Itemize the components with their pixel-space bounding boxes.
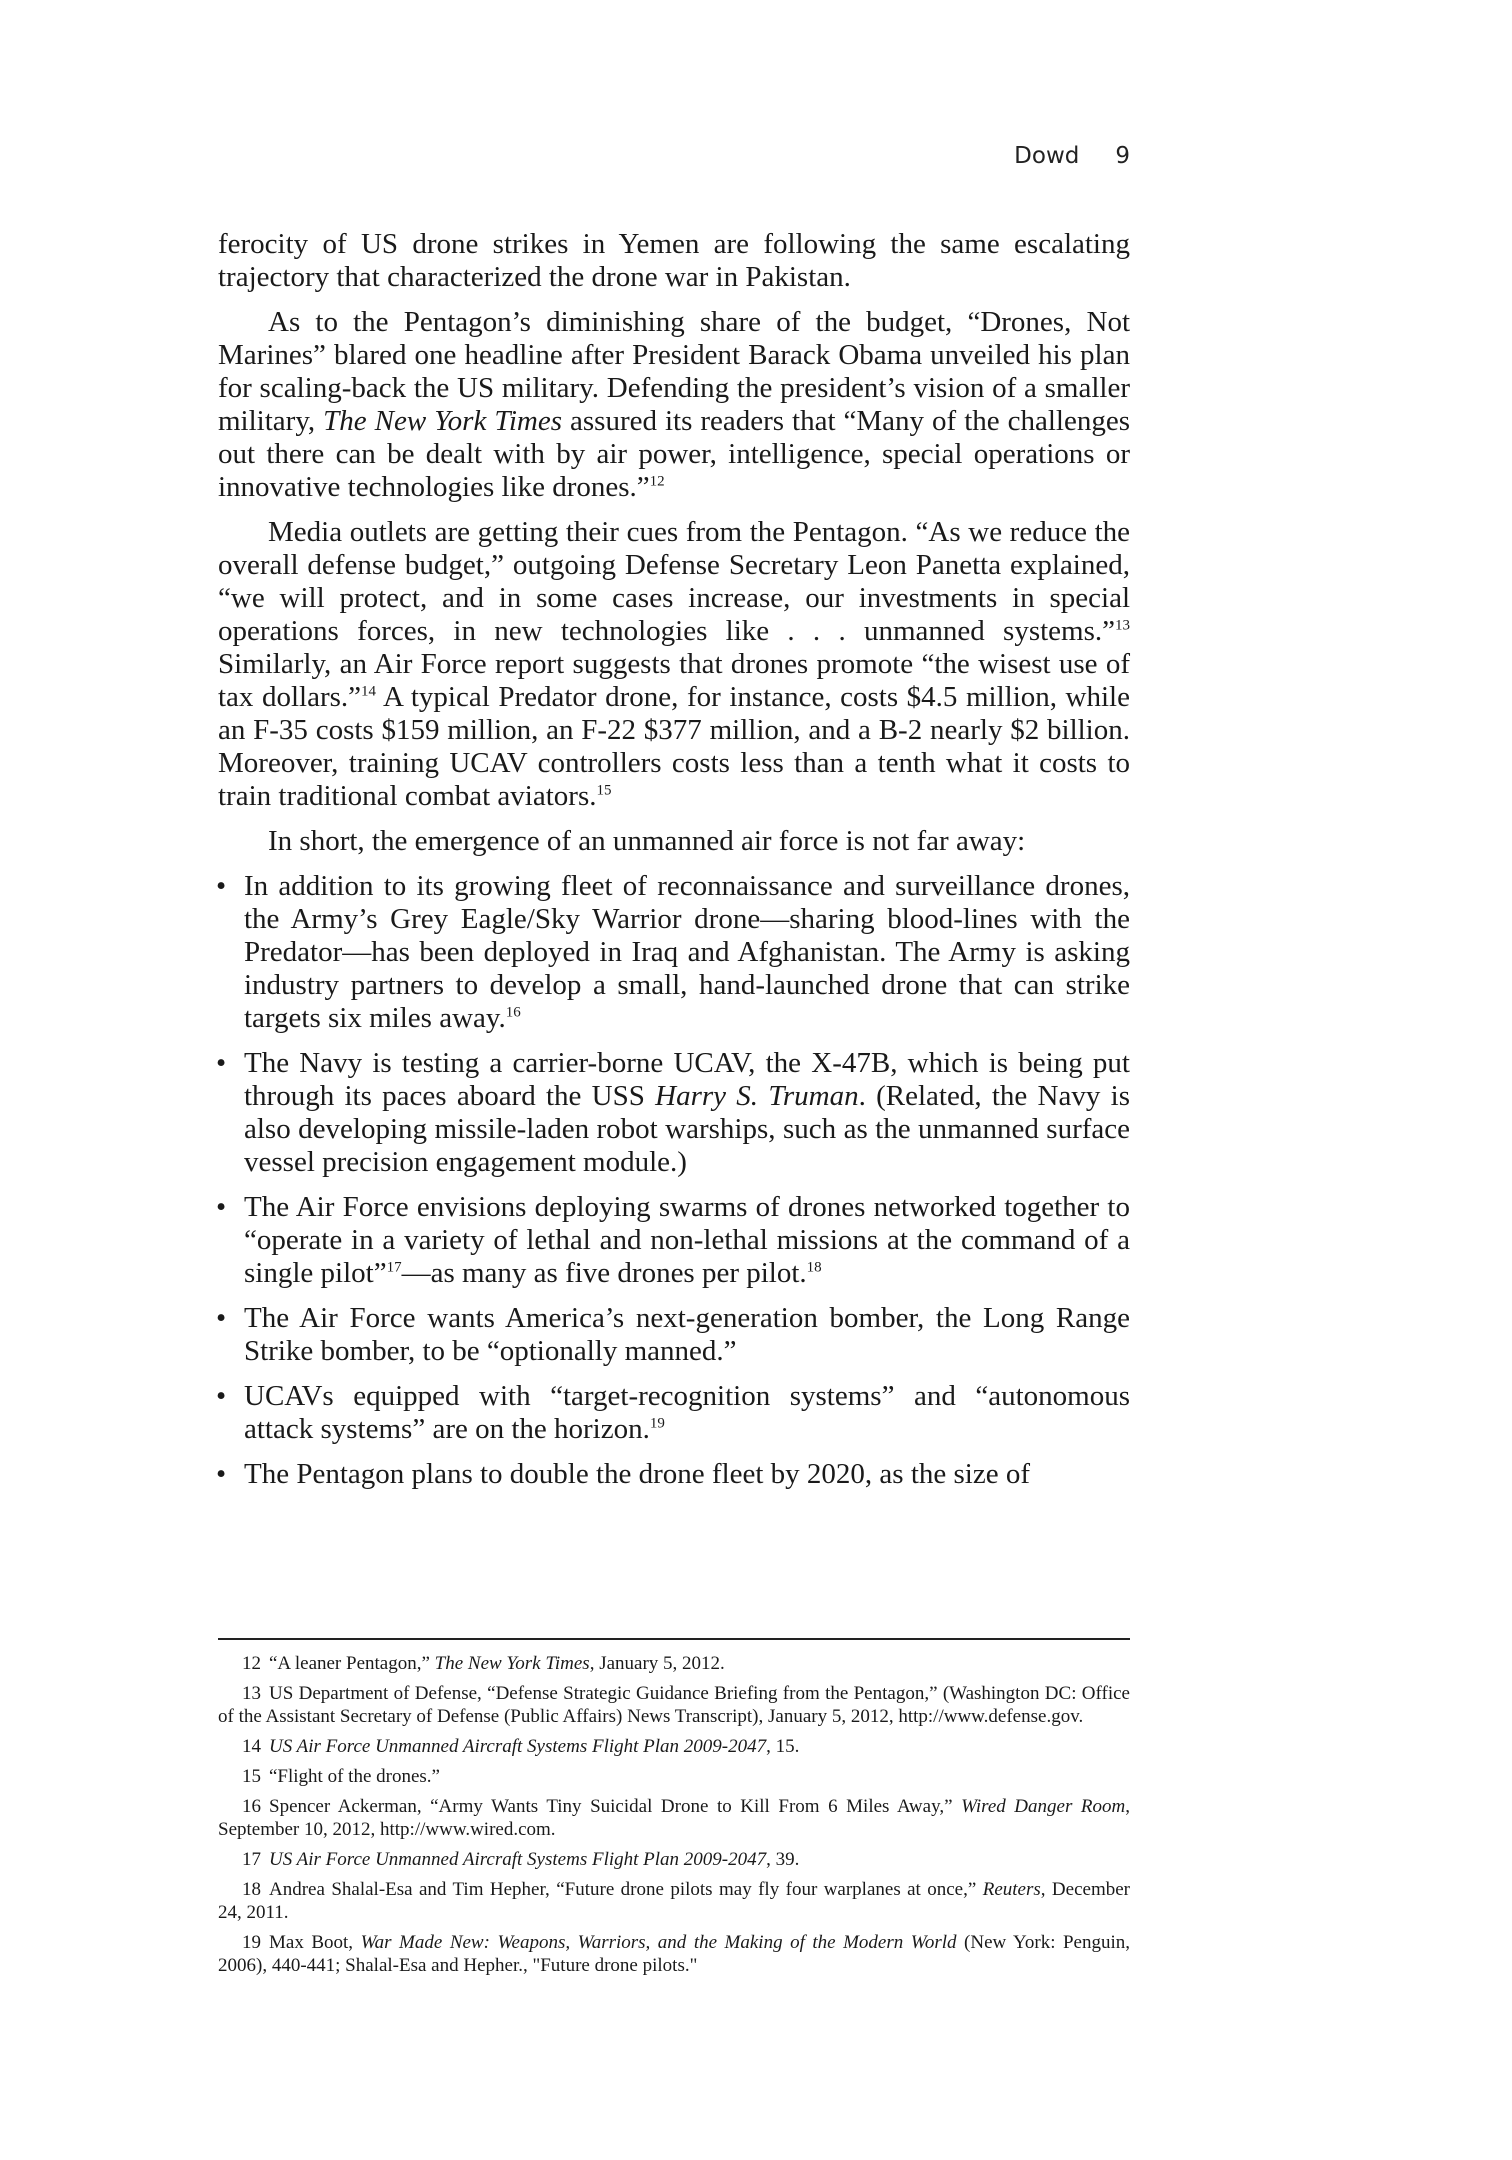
footnote-number: 18 (242, 1879, 261, 1900)
footnote-number: 19 (242, 1932, 261, 1953)
paragraph (218, 516, 1130, 813)
list-item-text: In addition to its growing fleet of reconnaissance and surveillance drones, the Army’s Grey Eagle/Sky Warrior drone—sharing blood-lines with the Predator—has been deployed in Iraq and Afghanistan. The Army is asking industry partners to develop a small, hand-launched drone that can strike targets six miles away. (244, 870, 1130, 1034)
publication-title: The New York Times (323, 405, 563, 437)
footnote-text: (New York: Penguin, 2006), 440-441; Shalal-Esa and Hepher., "Future drone pilots." (218, 1932, 1131, 1976)
ship-name: Harry S. Truman (655, 1080, 859, 1112)
footnote (218, 1795, 1130, 1841)
paragraph-text: Media outlets are getting their cues from the Pentagon. “As we reduce the overall defense budget,” outgoing Defense Secretary Leon Panetta explained, “we will protect, and in some cases increase, our investments in special operations forces, in new technologies like . . . unmanned systems.” (218, 516, 1130, 647)
list-item-text: The Navy is testing a carrier-borne UCAV, the X-47B, which is being put through its paces aboard the USS (244, 1047, 1130, 1112)
footnote-text: , 15. (766, 1736, 800, 1757)
footnote-ref[interactable]: 12 (649, 473, 665, 490)
footnote-ref[interactable]: 16 (505, 1004, 521, 1021)
list-item (218, 1047, 1130, 1179)
list-item (218, 1458, 1130, 1491)
footnote-number: 12 (242, 1653, 261, 1674)
footnote (218, 1931, 1130, 1977)
list-item-text: . (Related, the Navy is also developing missile-laden robot warships, such as the unmanned surface vessel precision engagement module.) (244, 1080, 1130, 1178)
footnote (218, 1682, 1130, 1728)
footnote (218, 1735, 1130, 1758)
footnote-number: 13 (242, 1683, 261, 1704)
footnote-title: US Air Force Unmanned Aircraft Systems Flight Plan 2009-2047 (269, 1736, 767, 1757)
footnote (218, 1765, 1130, 1788)
footnote (218, 1878, 1130, 1924)
paragraph (218, 825, 1130, 858)
list-item-text: The Air Force wants America’s next-generation bomber, the Long Range Strike bomber, to be “optionally manned.” (244, 1302, 1130, 1367)
footnote-number: 16 (242, 1796, 261, 1817)
footnote-title: The New York Times (434, 1653, 590, 1674)
footnote-text: , December 24, 2011. (218, 1879, 1130, 1923)
paragraph-text: As to the Pentagon’s diminishing share of the budget, “Drones, Not Marines” blared one headline after President Barack Obama unveiled his plan for scaling-back the US military. Defending the president’s vision of a smaller military, (218, 306, 1130, 437)
footnote-number: 14 (242, 1736, 261, 1757)
footnote-ref[interactable]: 18 (806, 1259, 822, 1276)
footnote-ref[interactable]: 14 (361, 683, 377, 700)
bullet-list (218, 870, 1130, 1491)
footnote-text: , 39. (766, 1849, 800, 1870)
footnote-text: “A leaner Pentagon,” (269, 1653, 435, 1674)
list-item (218, 1302, 1130, 1368)
list-item-text: The Air Force envisions deploying swarms of drones networked together to “operate in a variety of lethal and non-lethal missions at the command of a single pilot” (244, 1191, 1130, 1289)
running-header-author: Dowd (1014, 143, 1080, 169)
footnote-text: Max Boot, (269, 1932, 361, 1953)
paragraph (218, 306, 1130, 504)
paragraph-text: In short, the emergence of an unmanned air force is not far away: (268, 825, 1026, 857)
footnote-number: 15 (242, 1766, 261, 1787)
paragraph-text: Similarly, an Air Force report suggests that drones promote “the wisest use of tax dollars.” (218, 648, 1130, 713)
footnote-text: US Department of Defense, “Defense Strategic Guidance Briefing from the Pentagon,” (Washington DC: Office of the Assistant Secretary of Defense (Public Affairs) News Transcript), January 5, 2012, http://www.defense.gov. (218, 1683, 1130, 1727)
footnote-text: Spencer Ackerman, “Army Wants Tiny Suicidal Drone to Kill From 6 Miles Away,” (269, 1796, 962, 1817)
list-item-text: UCAVs equipped with “target-recognition systems” and “autonomous attack systems” are on the horizon. (244, 1380, 1130, 1445)
running-header (0, 143, 1130, 169)
footnote-text: “Flight of the drones.” (269, 1766, 440, 1787)
footnote-number: 17 (242, 1849, 261, 1870)
list-item (218, 1380, 1130, 1446)
footnote-ref[interactable]: 13 (1115, 617, 1130, 634)
footnote (218, 1652, 1130, 1675)
list-item-text: —as many as five drones per pilot. (401, 1257, 807, 1289)
footnotes (218, 1652, 1130, 1984)
paragraph-text: assured its readers that “Many of the challenges out there can be dealt with by air power, intelligence, special operations or innovative technologies like drones.” (218, 405, 1130, 503)
body-text (218, 228, 1130, 1503)
footnote-ref[interactable]: 17 (386, 1259, 402, 1276)
footnote-title: US Air Force Unmanned Aircraft Systems Flight Plan 2009-2047 (269, 1849, 767, 1870)
footnote-divider (218, 1638, 1130, 1640)
footnote-text: , January 5, 2012. (589, 1653, 725, 1674)
list-item-text: The Pentagon plans to double the drone fleet by 2020, as the size of (244, 1458, 1031, 1490)
footnote-title: Wired Danger Room (961, 1796, 1126, 1817)
footnote-ref[interactable]: 19 (649, 1415, 665, 1432)
footnote-text: Andrea Shalal-Esa and Tim Hepher, “Future drone pilots may fly four warplanes at once,” (269, 1879, 983, 1900)
page-number: 9 (1115, 143, 1130, 169)
paragraph (218, 228, 1130, 294)
footnote-title: War Made New: Weapons, Warriors, and the Making of the Modern World (360, 1932, 957, 1953)
paragraph-text: A typical Predator drone, for instance, costs $4.5 million, while an F-35 costs $159 million, an F-22 $377 million, and a B-2 nearly $2 billion. Moreover, training UCAV controllers costs less than a tenth what it costs to train traditional combat aviators. (218, 681, 1130, 812)
footnote-ref[interactable]: 15 (596, 782, 612, 799)
footnote-title: Reuters (982, 1879, 1041, 1900)
footnote-text: , September 10, 2012, http://www.wired.com. (218, 1796, 1130, 1840)
paragraph-text: ferocity of US drone strikes in Yemen are following the same escalating trajectory that characterized the drone war in Pakistan. (218, 228, 1130, 293)
footnote (218, 1848, 1130, 1871)
list-item (218, 1191, 1130, 1290)
list-item (218, 870, 1130, 1035)
